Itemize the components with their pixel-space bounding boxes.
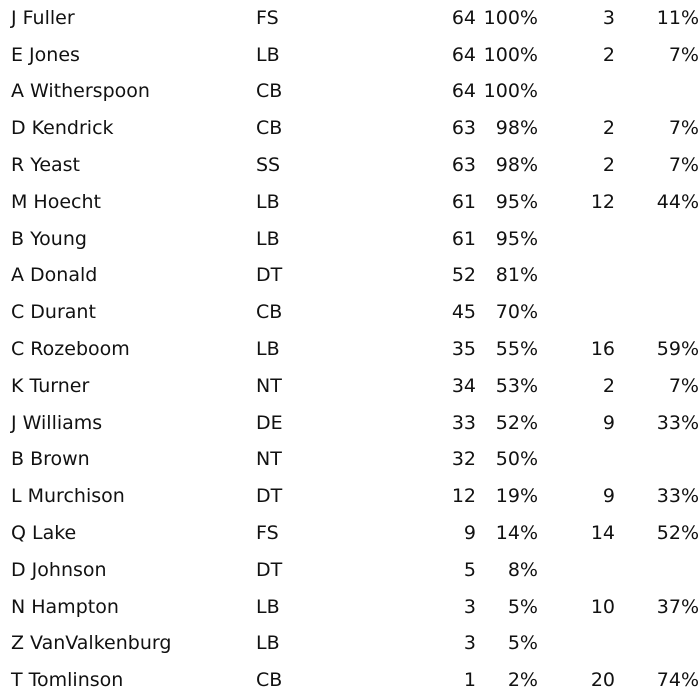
player-position: DT [256,485,283,508]
defense-snaps: 35 [451,338,476,361]
defense-snap-percent: 5% [507,595,538,618]
player-position: LB [256,632,280,655]
defense-snaps: 3 [463,632,476,655]
special-teams-snap-percent [615,552,700,589]
special-teams-snaps [538,221,615,258]
defense-snaps: 3 [463,595,476,618]
table-row [0,478,700,515]
player-position: CB [256,117,283,140]
player-position: NT [256,448,282,471]
defense-snaps: 63 [451,117,476,140]
defense-snaps: 52 [451,264,476,287]
special-teams-snaps [538,552,615,589]
defense-snap-percent: 2% [507,669,538,692]
special-teams-snaps [538,626,615,663]
special-teams-snaps: 2 [602,154,615,177]
special-teams-snaps: 10 [590,595,615,618]
player-position: CB [256,669,283,692]
special-teams-snap-percent: 37% [656,595,699,618]
defense-snap-percent: 53% [495,374,538,397]
table-row [0,294,700,331]
player-name: A Witherspoon [11,80,150,103]
special-teams-snaps: 9 [602,485,615,508]
player-position: SS [256,154,281,177]
defense-snaps: 34 [451,374,476,397]
special-teams-snaps: 20 [590,669,615,692]
table-row [0,37,700,74]
player-position: LB [256,227,280,250]
defense-snaps: 32 [451,448,476,471]
defense-snap-percent: 52% [495,411,538,434]
table-row [0,147,700,184]
defense-snaps: 5 [463,558,476,581]
player-name: Z VanValkenburg [11,632,172,655]
defense-snap-percent: 81% [495,264,538,287]
defense-snaps: 63 [451,154,476,177]
defense-snap-percent: 98% [495,154,538,177]
player-name: C Durant [11,301,96,324]
player-name: E Jones [11,43,80,66]
special-teams-snap-percent: 7% [668,43,699,66]
defense-snaps: 64 [451,6,476,29]
defense-snap-percent: 5% [507,632,538,655]
table-row [0,515,700,552]
player-position: CB [256,301,283,324]
table-row [0,258,700,295]
defense-snap-percent: 14% [495,522,538,545]
player-position: DE [256,411,283,434]
table-row [0,221,700,258]
special-teams-snap-percent: 33% [656,485,699,508]
special-teams-snap-percent: 44% [656,190,699,213]
player-name: M Hoecht [11,190,101,213]
player-name: D Kendrick [11,117,114,140]
player-position: FS [256,522,279,545]
table-row [0,552,700,589]
special-teams-snap-percent: 11% [656,6,699,29]
defense-snap-percent: 70% [495,301,538,324]
special-teams-snaps [538,294,615,331]
defense-snap-percent: 19% [495,485,538,508]
player-position: LB [256,43,280,66]
special-teams-snap-percent: 74% [656,669,699,692]
defense-snap-percent: 8% [507,558,538,581]
table-row [0,331,700,368]
defense-snap-percent: 98% [495,117,538,140]
special-teams-snaps: 2 [602,43,615,66]
special-teams-snaps [538,74,615,111]
special-teams-snap-percent [615,626,700,663]
table-row [0,184,700,221]
special-teams-snaps: 16 [590,338,615,361]
player-position: LB [256,595,280,618]
player-name: J Fuller [11,6,75,29]
player-name: A Donald [11,264,98,287]
player-name: D Johnson [11,558,107,581]
special-teams-snaps: 12 [590,190,615,213]
special-teams-snap-percent: 33% [656,411,699,434]
table-row [0,110,700,147]
special-teams-snap-percent [615,221,700,258]
special-teams-snaps: 3 [602,6,615,29]
special-teams-snaps [538,442,615,479]
table-row [0,662,700,699]
special-teams-snaps [538,258,615,295]
special-teams-snap-percent [615,74,700,111]
special-teams-snap-percent [615,294,700,331]
player-position: NT [256,374,282,397]
defense-snaps: 61 [451,227,476,250]
player-position: DT [256,558,283,581]
special-teams-snap-percent: 7% [668,117,699,140]
defense-snap-percent: 50% [495,448,538,471]
defense-snap-percent: 100% [483,43,538,66]
defense-snaps: 33 [451,411,476,434]
defense-snaps: 61 [451,190,476,213]
defense-snaps: 64 [451,43,476,66]
player-name: R Yeast [11,154,81,177]
player-position: DT [256,264,283,287]
table-row [0,442,700,479]
player-position: FS [256,6,279,29]
player-name: Q Lake [11,522,77,545]
special-teams-snap-percent: 52% [656,522,699,545]
player-position: LB [256,338,280,361]
player-name: K Turner [11,374,90,397]
defense-snap-percent: 100% [483,80,538,103]
player-position: CB [256,80,283,103]
table-row [0,626,700,663]
special-teams-snaps: 14 [590,522,615,545]
defense-snaps: 64 [451,80,476,103]
special-teams-snap-percent: 7% [668,374,699,397]
table-row [0,368,700,405]
player-name: J Williams [11,411,103,434]
defense-snaps: 12 [451,485,476,508]
defense-snap-percent: 95% [495,227,538,250]
player-name: N Hampton [11,595,119,618]
special-teams-snap-percent: 7% [668,154,699,177]
table-row [0,74,700,111]
player-name: B Brown [11,448,90,471]
special-teams-snaps: 9 [602,411,615,434]
player-name: L Murchison [11,485,125,508]
special-teams-snap-percent [615,442,700,479]
defense-snap-percent: 95% [495,190,538,213]
special-teams-snap-percent: 59% [656,338,699,361]
defense-snap-percent: 100% [483,6,538,29]
player-name: T Tomlinson [11,669,124,692]
defense-snaps: 45 [451,301,476,324]
defense-snap-percent: 55% [495,338,538,361]
defense-snaps: 1 [463,669,476,692]
defense-snaps: 9 [463,522,476,545]
player-name: B Young [11,227,87,250]
player-name: C Rozeboom [11,338,130,361]
table-row [0,589,700,626]
special-teams-snaps: 2 [602,374,615,397]
table-row [0,0,700,37]
special-teams-snap-percent [615,258,700,295]
special-teams-snaps: 2 [602,117,615,140]
player-position: LB [256,190,280,213]
table-row [0,405,700,442]
